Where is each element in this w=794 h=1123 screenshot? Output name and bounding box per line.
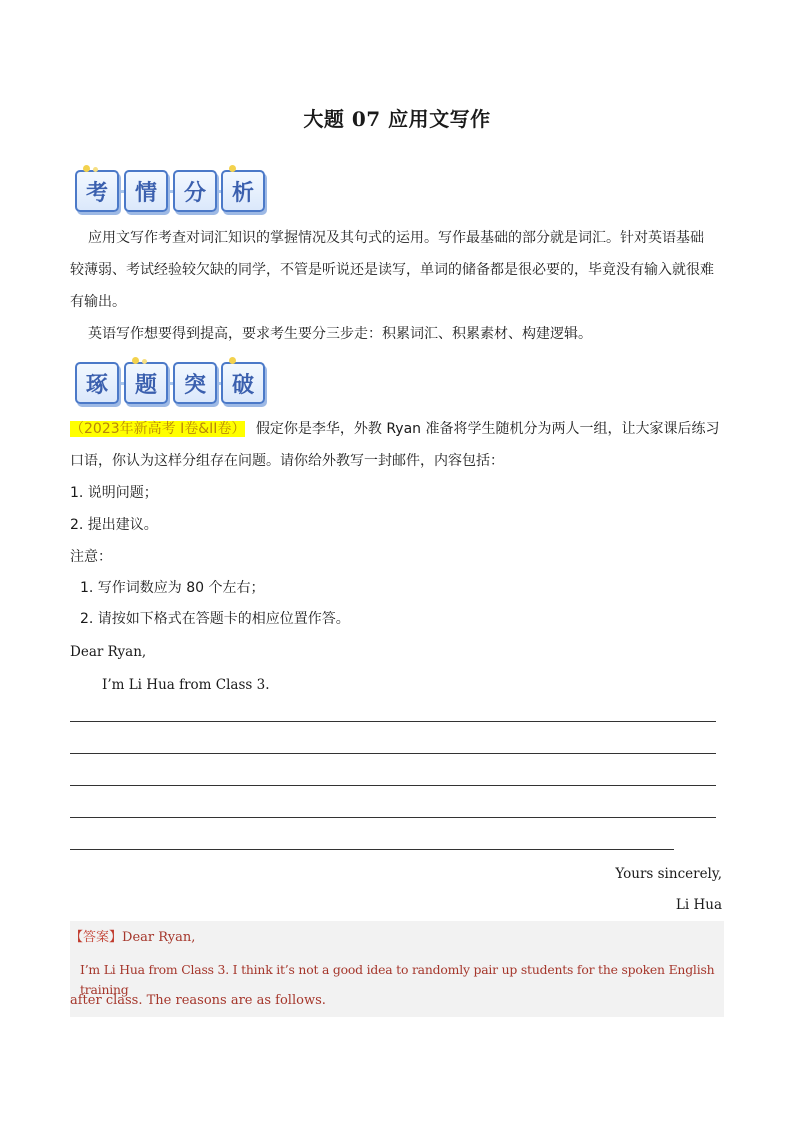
banner-tile: 分 [173,170,217,212]
banner-tile: 考 [75,170,119,212]
answer-line [70,817,716,818]
answer-line [70,721,716,722]
question-item-1: 1. 说明问题； [70,485,158,501]
answer-line-2: after class. The reasons are as follows. [70,993,326,1008]
banner-tile: 破 [221,362,265,404]
answer-line-1: I’m Li Hua from Class 3. I think it’s not a good idea to randomly pair up students for the spoken English training [80,962,715,997]
letter-opening: I’m Li Hua from Class 3. [102,677,270,693]
banner-tile: 情 [124,170,168,212]
answer-line [70,849,674,850]
answer-heading: 【答案】Dear Ryan, [70,930,196,945]
question-item-2: 2. 提出建议。 [70,517,158,533]
banner-tile: 琢 [75,362,119,404]
question-prompt-line-1: （2023年新高考 I卷&II卷） 假定你是李华，外教 Ryan 准备将学生随机分为两人一组，让大家课后练习 [70,421,720,437]
letter-closing: Yours sincerely, [615,866,722,882]
answer-line [70,753,716,754]
letter-salutation: Dear Ryan, [70,644,147,660]
answer-line [70,785,716,786]
note-item-1: 1. 写作词数应为 80 个左右； [80,580,265,596]
page-title: 大题 07 应用文写作 [303,107,491,131]
note-item-2: 2. 请按如下格式在答题卡的相应位置作答。 [80,611,350,627]
banner-tile: 突 [173,362,217,404]
letter-signature: Li Hua [675,897,722,913]
section-banner-analysis [75,168,265,212]
note-label: 注意： [70,549,112,565]
answer-tag: 【答案】 [70,930,123,945]
answer-box [70,921,724,1017]
section-banner-practice [75,360,265,404]
banner-tile: 析 [221,170,265,212]
analysis-paragraph: 应用文写作考查对词汇知识的掌握情况及其句式的运用。写作最基础的部分就是词汇。针对英语基础 较薄弱、考试经验较欠缺的同学，不管是听说还是读写，单词的储备都是很必要的，毕竟没有输入就很难 有输出。 英语写作想要得到提高，要求考生要分三步走：积累词汇、积累素材、构建逻辑。 [70,230,714,342]
banner-tile: 题 [124,362,168,404]
source-highlight: （2023年新高考 I卷&II卷） [70,421,246,437]
question-prompt-line-2: 口语，你认为这样分组存在问题。请你给外教写一封邮件，内容包括： [70,453,504,469]
